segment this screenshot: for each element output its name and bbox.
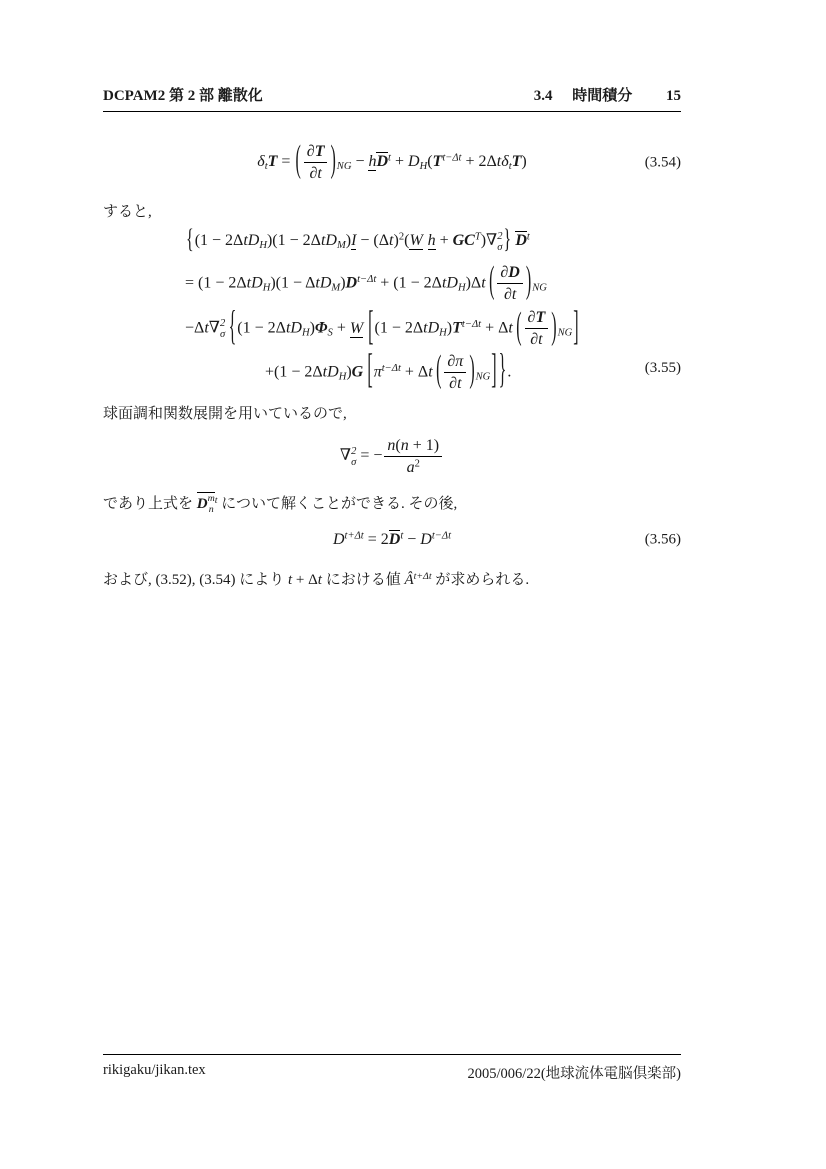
math-token: [497, 284, 522, 304]
math-token: [304, 163, 328, 183]
math-token: =: [277, 153, 295, 171]
math-token: +: [390, 153, 409, 171]
math-token: ): [446, 319, 453, 337]
math-token: )(1 − 2Δ: [266, 232, 321, 250]
math-token: Φ: [314, 319, 328, 337]
math-token: tδ: [496, 153, 509, 171]
math-token: ∂: [500, 263, 509, 281]
footer-filename: rikigaku/jikan.tex: [103, 1062, 206, 1078]
math-token: D: [408, 153, 420, 171]
math-token: T: [511, 153, 522, 171]
footer-date: 2005/006/22(地球流体電脳倶楽部): [467, 1066, 681, 1082]
header-page-number: 15: [666, 88, 681, 104]
equation-356: [103, 528, 681, 551]
math-token: t−Δt: [381, 362, 401, 374]
math-token: H: [338, 371, 347, 383]
math-token: D: [508, 263, 520, 281]
math-token: S: [327, 327, 333, 339]
math-token: ): [469, 349, 475, 391]
math-token: t−Δt: [357, 273, 377, 285]
math-token: t: [428, 362, 433, 380]
inline-math-A-hat: [404, 572, 431, 588]
equation-laplacian: [103, 432, 681, 481]
math-token: D: [319, 274, 332, 292]
math-token: H: [457, 282, 466, 294]
header-rule: [103, 111, 681, 112]
math-token: σ: [497, 241, 503, 253]
math-token: ∂: [306, 143, 315, 160]
math-token: −: [351, 153, 369, 171]
math-token: [515, 231, 527, 250]
math-token: H: [262, 282, 271, 294]
equation-355-line2: [185, 263, 681, 304]
math-token: D: [446, 274, 458, 292]
math-token: σ: [219, 328, 226, 340]
inline-math-t-plus-dt: [288, 572, 322, 588]
math-token: NG: [557, 327, 573, 339]
math-token: +(1 − 2Δ: [265, 362, 323, 380]
math-token: t: [243, 232, 248, 250]
equation-354-number: (3.54): [644, 154, 681, 171]
math-token: t: [214, 495, 218, 507]
math-token: (1 − 2Δ: [194, 232, 244, 250]
math-token: ]: [491, 347, 497, 393]
math-token: h: [427, 232, 436, 250]
math-token: t: [320, 232, 326, 250]
math-token: D: [515, 232, 527, 250]
math-token: (: [427, 153, 433, 171]
math-token: + 1): [408, 436, 440, 454]
paragraph-suruto: すると,: [103, 204, 152, 221]
math-token: ): [345, 232, 352, 250]
math-token: D: [325, 232, 337, 250]
paragraph-final-post: が求められる.: [431, 572, 530, 589]
math-token: m: [207, 493, 215, 505]
paragraph-final-mid: における値: [321, 572, 405, 589]
math-token: H: [259, 240, 267, 252]
header-section-title: 時間積分: [572, 88, 633, 104]
math-token: ): [330, 140, 336, 182]
math-token: H: [419, 161, 428, 173]
math-token: n: [208, 503, 214, 515]
math-token: +: [435, 232, 453, 250]
math-token: t: [526, 232, 530, 244]
paragraph-solve-pre: であり上式を: [103, 496, 197, 513]
math-token: δ: [257, 153, 265, 171]
math-token: 2: [351, 445, 357, 457]
math-token: [497, 263, 522, 284]
math-token: )∇: [480, 232, 498, 250]
math-token: }: [498, 347, 507, 393]
math-token: T: [314, 143, 325, 160]
math-token: ∂: [527, 309, 536, 327]
math-token: σ: [351, 456, 357, 468]
math-token: + (1 − 2Δ: [376, 274, 442, 292]
equation-laplacian-math: [339, 436, 444, 477]
math-token: ): [346, 362, 352, 380]
math-token: [: [368, 304, 374, 349]
math-token: t+Δt: [344, 530, 364, 542]
math-token: T: [535, 309, 546, 327]
math-token: T: [452, 319, 462, 337]
math-token: n: [400, 436, 409, 454]
math-token: )Δ: [465, 274, 482, 292]
math-token: D: [251, 274, 263, 292]
equation-356-number: (3.56): [644, 531, 681, 548]
math-token: [444, 352, 466, 393]
math-token: a: [406, 459, 415, 477]
math-token: −Δ: [185, 319, 205, 337]
equation-354: [103, 134, 681, 191]
math-token: ∂t: [309, 165, 322, 183]
math-token: NG: [532, 282, 547, 294]
page-footer: [103, 1054, 681, 1083]
math-token: (1 − 2Δ: [237, 319, 286, 337]
equation-356-math: [333, 531, 451, 548]
math-token: 2: [219, 317, 226, 329]
equation-355-line3: [185, 304, 681, 349]
math-token: n: [387, 436, 396, 454]
math-token: Â: [404, 572, 414, 589]
math-token: + Δ: [400, 362, 429, 380]
math-token: D: [388, 531, 401, 549]
math-token: [525, 329, 549, 349]
math-token: [304, 142, 328, 163]
math-token: [388, 530, 404, 549]
math-token: [304, 142, 328, 183]
equation-355-line4: [185, 347, 681, 393]
header-section-area: [534, 88, 681, 105]
math-token: [497, 263, 522, 304]
math-token: ∇: [208, 319, 220, 337]
math-token: t: [389, 232, 394, 250]
math-token: ): [521, 153, 527, 171]
math-token: NG: [336, 161, 352, 173]
math-token: T: [474, 232, 481, 244]
math-token: 2: [497, 230, 503, 242]
header-section-number: 3.4: [533, 88, 553, 104]
footer-rule: [103, 1054, 681, 1055]
math-token: (: [404, 232, 410, 250]
math-token: ∂t: [530, 331, 543, 349]
math-token: t: [441, 274, 447, 292]
math-token: t: [322, 362, 328, 380]
math-token: t: [400, 530, 404, 542]
math-token: M: [331, 282, 341, 294]
math-token: ): [340, 274, 346, 292]
math-token: t: [481, 274, 486, 292]
math-token: t+Δt: [413, 571, 432, 583]
math-token: (: [489, 261, 495, 302]
math-token: t: [423, 319, 428, 337]
math-token: t: [246, 274, 252, 292]
math-token: M: [336, 240, 346, 252]
math-token: = 2: [363, 531, 389, 549]
math-token: {: [186, 225, 194, 255]
math-token: [384, 436, 442, 457]
math-token: ∂t: [449, 374, 462, 392]
math-token: (: [295, 140, 301, 182]
math-token: D: [247, 232, 260, 250]
math-token: +: [332, 319, 350, 337]
math-token: .: [507, 362, 512, 380]
math-token: (1 − 2Δ: [374, 319, 424, 337]
math-token: = (1 − 2Δ: [185, 274, 247, 292]
math-token: [: [367, 347, 373, 393]
math-token: t: [264, 161, 268, 173]
math-token: )(1 − Δ: [270, 274, 316, 292]
math-token: [384, 436, 442, 477]
math-token: T: [432, 153, 443, 171]
math-token: W: [409, 232, 423, 250]
math-token: (: [395, 436, 401, 454]
math-token: [197, 492, 215, 515]
header-chapter-title: DCPAM2 第 2 部 離散化: [103, 88, 263, 104]
page-header: [103, 88, 681, 105]
math-token: H: [439, 327, 447, 339]
math-token: t: [317, 572, 322, 589]
math-token: ): [551, 306, 557, 348]
math-token: = −: [356, 447, 383, 465]
math-token: ): [525, 261, 532, 302]
math-token: t: [315, 274, 320, 292]
math-token: T: [267, 153, 278, 171]
math-token: t−Δt: [431, 530, 452, 542]
math-token: 2: [414, 458, 420, 470]
paragraph-solve: [103, 489, 681, 516]
math-token: I: [351, 232, 357, 250]
math-token: [384, 457, 442, 477]
math-token: ∂π: [447, 352, 464, 370]
math-token: t: [285, 319, 291, 337]
math-token: D: [332, 531, 345, 549]
equation-355-number: (3.55): [644, 359, 681, 376]
paragraph-spherical-harmonics: 球面調和関数展開を用いているので,: [103, 405, 347, 422]
math-token: + 2Δ: [461, 153, 497, 171]
paragraph-final-pre: および, (3.52), (3.54) により: [103, 572, 288, 589]
math-token: t: [287, 572, 293, 589]
math-token: t: [508, 319, 513, 337]
math-token: t−Δt: [442, 153, 462, 165]
footer-row: [103, 1062, 681, 1083]
math-token: ∇: [339, 447, 352, 465]
text-block: [103, 0, 681, 592]
math-token: D: [290, 319, 302, 337]
equation-355: [103, 225, 681, 393]
math-token: [444, 373, 466, 393]
math-token: (: [436, 349, 442, 391]
math-token: D: [327, 362, 339, 380]
equation-355-line1: [185, 225, 681, 255]
math-token: t: [508, 161, 512, 173]
math-token: t: [204, 319, 209, 337]
math-token: ): [393, 232, 399, 250]
math-token: − (Δ: [356, 232, 390, 250]
paragraph-solve-post: について解くことができる. その後,: [217, 496, 458, 513]
math-token: [376, 152, 388, 171]
inline-math-D-overline: [196, 493, 218, 515]
math-token: 2: [398, 232, 405, 244]
math-token: W: [349, 319, 364, 337]
math-token: D: [427, 319, 440, 337]
math-token: GC: [452, 232, 475, 250]
paragraph-final: [103, 565, 681, 592]
math-token: D: [376, 153, 389, 171]
math-token: ): [309, 319, 315, 337]
math-token: + Δ: [481, 319, 509, 337]
math-token: }: [503, 225, 512, 255]
math-token: ∂t: [503, 285, 517, 303]
math-token: H: [301, 327, 310, 339]
math-token: NG: [475, 371, 491, 383]
math-token: −: [403, 531, 421, 549]
math-token: {: [228, 304, 237, 349]
math-token: t−Δt: [461, 319, 482, 331]
math-token: ]: [573, 304, 579, 349]
math-token: t: [388, 153, 391, 165]
math-token: G: [351, 362, 364, 380]
math-token: D: [196, 496, 208, 513]
math-token: [444, 352, 466, 373]
math-token: h: [368, 153, 377, 171]
equation-354-math: [257, 140, 527, 183]
math-token: π: [373, 362, 382, 380]
math-token: [525, 308, 549, 329]
math-token: [220, 318, 225, 340]
math-token: [525, 308, 549, 349]
math-token: + Δ: [292, 572, 318, 589]
math-token: D: [420, 531, 432, 549]
math-token: (: [516, 306, 522, 348]
math-token: [208, 494, 215, 515]
math-token: D: [345, 274, 358, 292]
